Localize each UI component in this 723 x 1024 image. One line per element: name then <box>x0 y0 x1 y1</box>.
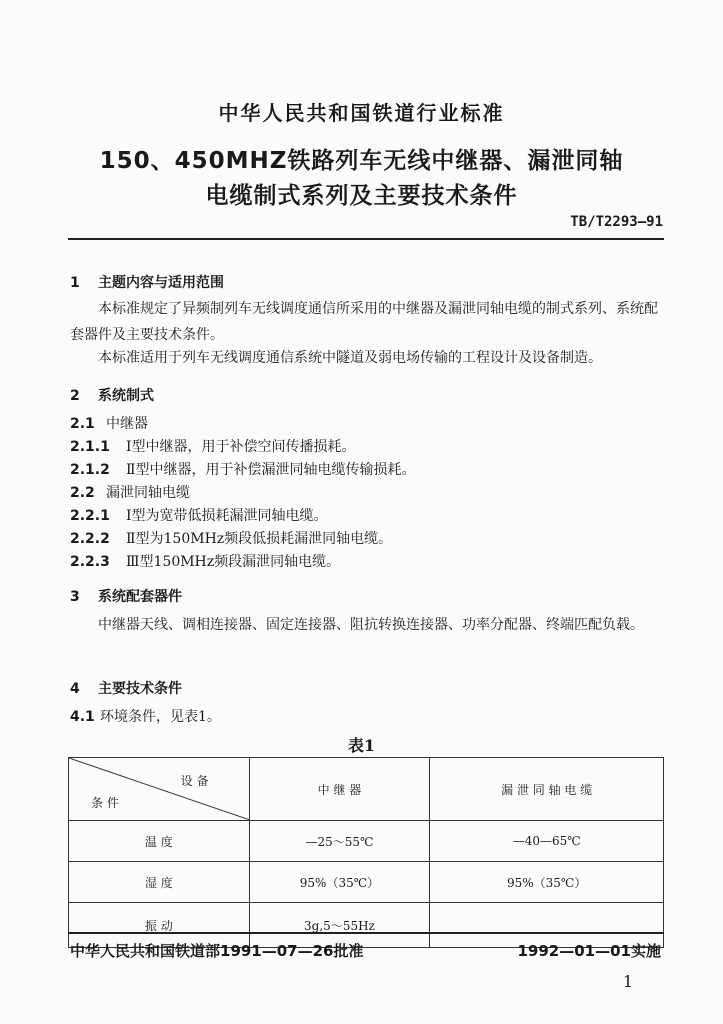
value-cell: —40—65℃ <box>430 821 664 862</box>
diag-bottom-label: 条 件 <box>91 796 119 810</box>
item-text: Ⅱ型为150MHz频段低损耗漏泄同轴电缆。 <box>126 531 393 547</box>
environment-table <box>68 757 664 948</box>
approval-date: 中华人民共和国铁道部1991—07—26批准 <box>70 942 364 960</box>
section-1-para-2: 本标准适用于列车无线调度通信系统中隧道及弱电场传输的工程设计及设备制造。 <box>98 350 602 366</box>
section-title: 主要技术条件 <box>98 681 182 697</box>
item-text: 中继器 <box>106 416 148 432</box>
item-text: 漏泄同轴电缆 <box>106 485 190 501</box>
section-title: 系统制式 <box>98 388 154 404</box>
condition-cell: 温 度 <box>69 821 250 862</box>
condition-cell: 振 动 <box>69 903 250 948</box>
list-item <box>70 413 148 433</box>
section-title: 系统配套器件 <box>98 589 182 605</box>
section-num: 2 <box>70 388 80 404</box>
item-num: 2.2.1 <box>70 508 110 524</box>
list-item <box>70 436 356 456</box>
section-title: 主题内容与适用范围 <box>98 275 224 291</box>
table-row <box>69 862 664 903</box>
item-num: 4.1 <box>70 709 95 725</box>
section-num: 3 <box>70 589 80 605</box>
item-text: Ⅲ型150MHz频段漏泄同轴电缆。 <box>126 554 341 570</box>
page-number: 1 <box>622 972 633 991</box>
item-num: 2.2.3 <box>70 554 110 570</box>
value-cell: 95%（35℃） <box>249 862 430 903</box>
doc-title-line1: 150、450MHZ铁路列车无线中继器、漏泄同轴 <box>99 148 624 174</box>
item-num: 2.2.2 <box>70 531 110 547</box>
value-cell: 95%（35℃） <box>430 862 664 903</box>
list-item <box>70 551 340 571</box>
item-text: Ⅱ型中继器，用于补偿漏泄同轴电缆传输损耗。 <box>126 462 416 478</box>
value-cell: —25～55℃ <box>249 821 430 862</box>
section-4-heading <box>70 678 182 698</box>
item-num: 2.1.1 <box>70 439 110 455</box>
item-num: 2.2 <box>70 485 95 501</box>
section-1-para-1: 本标准规定了异频制列车无线调度通信所采用的中继器及漏泄同轴电缆的制式系列、系统配套器件及主要技术条件。 <box>70 301 658 343</box>
footer-rule <box>68 932 664 934</box>
header-rule <box>68 238 664 240</box>
section-2-heading <box>70 385 154 405</box>
section-3-para: 中继器天线、调相连接器、固定连接器、阻抗转换连接器、功率分配器、终端匹配负载。 <box>98 617 644 633</box>
table-caption: 表1 <box>347 736 376 755</box>
standard-code: TB/T2293—91 <box>570 214 663 230</box>
list-item <box>70 482 190 502</box>
table-header-row <box>69 758 664 821</box>
list-item <box>70 459 416 479</box>
item-text: 环境条件，见表1。 <box>100 709 221 725</box>
column-header: 中 继 器 <box>249 758 430 821</box>
value-cell: 3g,5～55Hz <box>249 903 430 948</box>
diagonal-header-cell <box>69 758 250 821</box>
table-row <box>69 821 664 862</box>
effective-date: 1992—01—01实施 <box>517 942 661 960</box>
item-num: 2.1 <box>70 416 95 432</box>
section-1-heading <box>70 272 224 292</box>
list-item <box>70 528 392 548</box>
list-item <box>70 505 328 525</box>
list-item <box>70 706 221 726</box>
section-num: 1 <box>70 275 80 291</box>
section-num: 4 <box>70 681 80 697</box>
item-text: Ⅰ型为宽带低损耗漏泄同轴电缆。 <box>126 508 328 524</box>
item-num: 2.1.2 <box>70 462 110 478</box>
section-3-heading <box>70 586 182 606</box>
condition-cell: 湿 度 <box>69 862 250 903</box>
doc-title-line2: 电缆制式系列及主要技术条件 <box>205 183 518 209</box>
column-header: 漏 泄 同 轴 电 缆 <box>430 758 664 821</box>
diag-top-label: 设 备 <box>180 774 209 788</box>
item-text: Ⅰ型中继器，用于补偿空间传播损耗。 <box>126 439 356 455</box>
issuer-title: 中华人民共和国铁道行业标准 <box>218 101 505 125</box>
